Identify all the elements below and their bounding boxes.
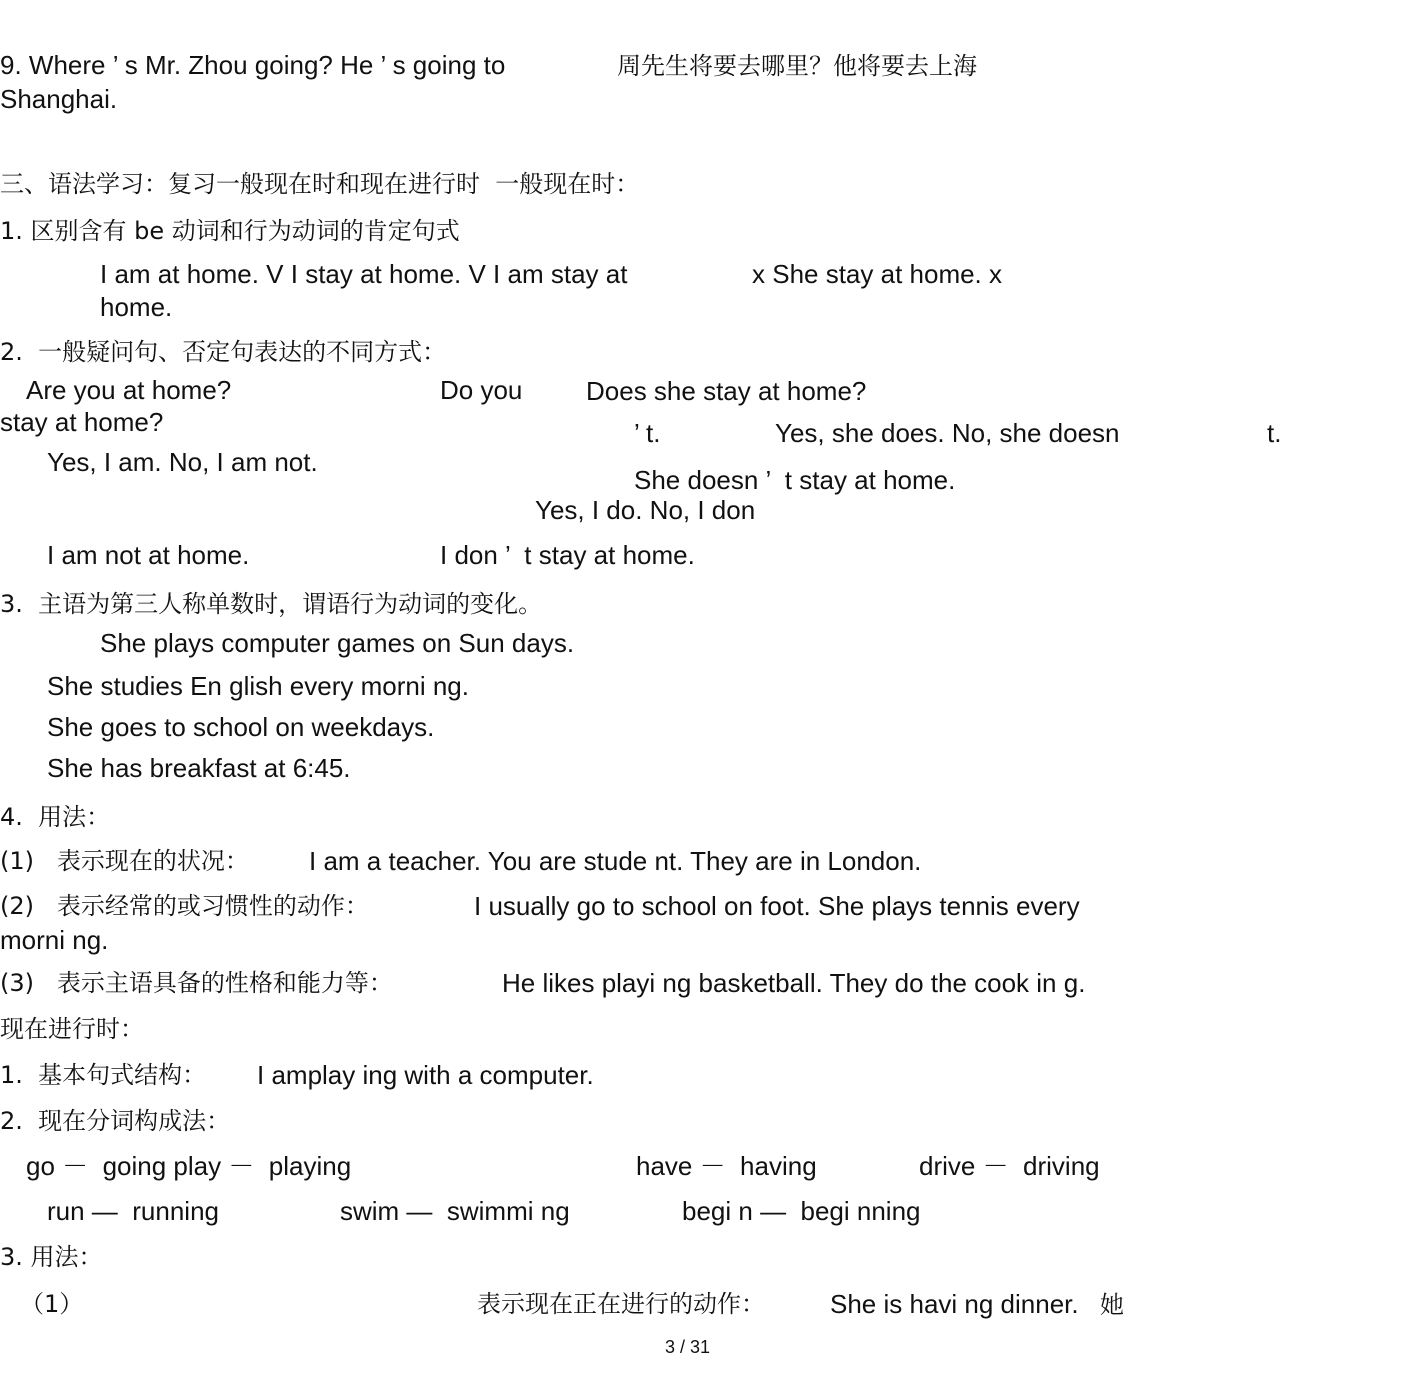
- point-3-heading: 3. 主语为第三人称单数时，谓语行为动词的变化。: [0, 590, 543, 618]
- point-2-q2: Do you: [440, 375, 523, 405]
- point-2-heading: 2. 一般疑问句、否定句表达的不同方式：: [0, 338, 447, 366]
- point-2-negative-1: I am not at home.: [47, 540, 250, 570]
- point-3-example-c: She goes to school on weekdays.: [47, 712, 435, 742]
- q9-en: 9. Where ’ s Mr. Zhou going? He ’ s going to: [0, 50, 506, 80]
- point-1-example-b: x She stay at home. x: [752, 259, 1003, 289]
- point-3-example-b: She studies En glish every morni ng.: [47, 671, 469, 701]
- point-2-q2-cont: stay at home?: [0, 407, 164, 437]
- point-2-answer-2: Yes, I do. No, I don: [535, 495, 756, 525]
- participle-begin: begi n — begi nning: [682, 1196, 921, 1226]
- usage-2-label: (2) 表示经常的或习惯性的动作：: [0, 892, 369, 920]
- progressive-heading: 现在进行时：: [0, 1015, 144, 1043]
- participle-go-play: go － going play － playing: [26, 1151, 352, 1181]
- q9-cn: 周先生将要去哪里？他将要去上海: [617, 52, 977, 80]
- point-3-example-a: She plays computer games on Sun days.: [100, 628, 575, 658]
- participle-have: have － having: [636, 1151, 817, 1181]
- point-1-example-c: home.: [100, 292, 173, 322]
- participle-drive: drive － driving: [919, 1151, 1100, 1181]
- point-2-apostrophe-t: ’ t.: [634, 418, 661, 448]
- point-1-example-a: I am at home. V I stay at home. V I am stay at: [100, 259, 628, 289]
- prog-2-label: 2. 现在分词构成法：: [0, 1107, 231, 1135]
- participle-run: run — running: [47, 1196, 219, 1226]
- point-2-q3: Does she stay at home?: [586, 376, 867, 406]
- q9-en-cont: Shanghai.: [0, 84, 118, 114]
- point-2-answer-3: Yes, she does. No, she doesn: [775, 418, 1120, 448]
- usage-2-example-cont: morni ng.: [0, 925, 109, 955]
- prog-usage-1-number: （1）: [20, 1290, 84, 1318]
- point-2-answer-3-end: t.: [1267, 418, 1282, 448]
- prog-usage-1-translation: 她: [1100, 1291, 1124, 1319]
- point-2-negative-2: I don ’ t stay at home.: [440, 540, 695, 570]
- point-4-heading: 4. 用法：: [0, 803, 111, 831]
- point-2-negative-3: She doesn ’ t stay at home.: [634, 465, 956, 495]
- usage-2-example: I usually go to school on foot. She plays tennis every: [474, 891, 1080, 921]
- point-3-example-d: She has breakfast at 6:45.: [47, 753, 351, 783]
- usage-3-example: He likes playi ng basketball. They do the cook in g.: [502, 968, 1086, 998]
- prog-3-label: 3. 用法：: [0, 1243, 103, 1271]
- prog-usage-1-example: She is havi ng dinner.: [830, 1289, 1079, 1319]
- prog-usage-1-label: 表示现在正在进行的动作：: [477, 1290, 765, 1318]
- prog-1-label: 1. 基本句式结构：: [0, 1061, 207, 1089]
- usage-3-label: (3) 表示主语具备的性格和能力等：: [0, 969, 393, 997]
- usage-1-example: I am a teacher. You are stude nt. They are in London.: [309, 846, 922, 876]
- point-2-answer-1: Yes, I am. No, I am not.: [47, 447, 318, 477]
- point-1-heading: 1. 区别含有 be 动词和行为动词的肯定句式: [0, 217, 460, 245]
- prog-1-example: I amplay ing with a computer.: [257, 1060, 594, 1090]
- section-3-heading: 三、语法学习：复习一般现在时和现在进行时 一般现在时：: [0, 170, 640, 198]
- point-2-q1: Are you at home?: [26, 375, 232, 405]
- participle-swim: swim — swimmi ng: [340, 1196, 570, 1226]
- page-number: 3 / 31: [665, 1337, 711, 1357]
- usage-1-label: (1) 表示现在的状况：: [0, 847, 249, 875]
